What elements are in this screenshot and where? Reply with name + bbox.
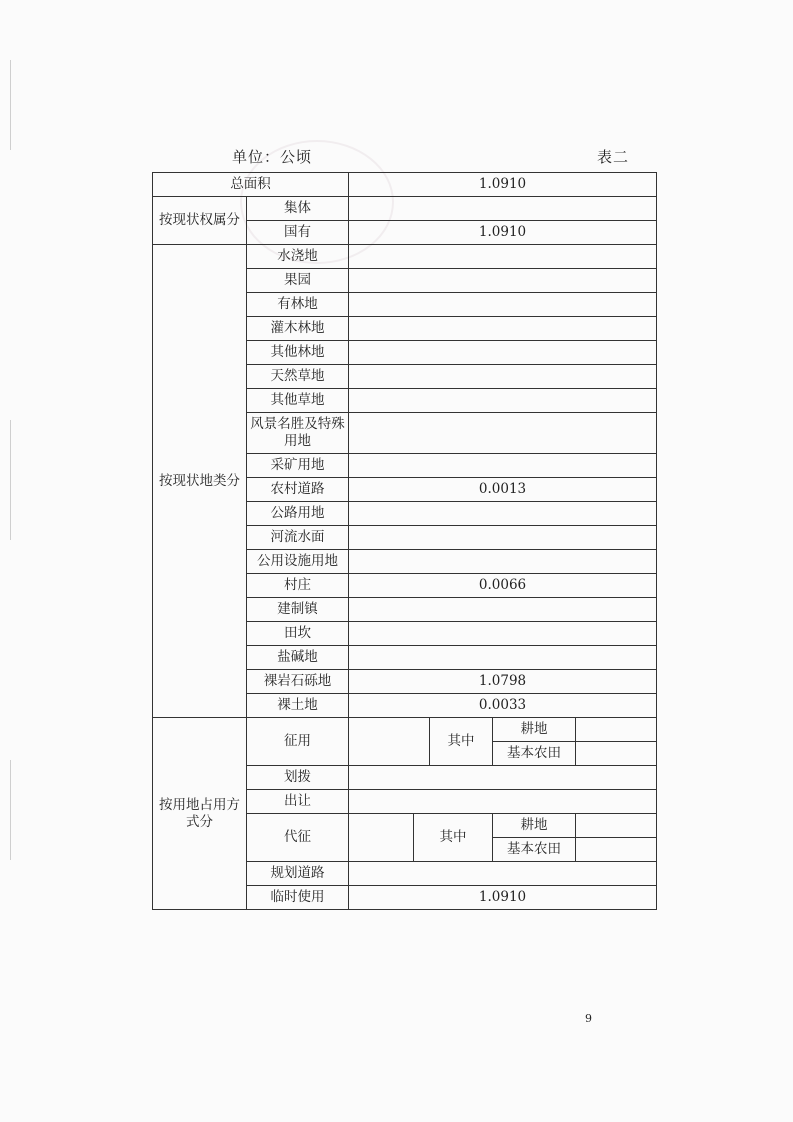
transfer-value [349,790,657,814]
table-row [153,173,657,197]
requisition-label: 征用 [247,718,349,766]
table-body [153,173,657,910]
land-type-item-value [349,622,657,646]
scan-edge-mark [10,60,15,150]
land-type-item-label: 盐碱地 [247,646,349,670]
total-area-label: 总面积 [153,173,349,197]
allocation-label: 划拨 [247,766,349,790]
proxy-requisition-sub-label: 耕地 [493,814,576,838]
ownership-group-label: 按现状权属分 [153,197,247,245]
proxy-requisition-sub-value [576,838,657,862]
land-type-item-value [349,598,657,622]
ownership-item-value: 1.0910 [349,221,657,245]
planned-road-value [349,862,657,886]
land-type-item-value: 0.0066 [349,574,657,598]
occupation-group-label: 按用地占用方式分 [153,718,247,910]
land-type-item-value [349,389,657,413]
ownership-item-label: 集体 [247,197,349,221]
land-type-item-label: 风景名胜及特殊用地 [247,413,349,454]
land-type-item-value [349,293,657,317]
land-type-item-value [349,245,657,269]
land-type-item-label: 裸土地 [247,694,349,718]
ownership-item-label: 国有 [247,221,349,245]
table-row [153,197,657,221]
requisition-value [349,718,430,766]
transfer-label: 出让 [247,790,349,814]
land-type-item-value [349,502,657,526]
requisition-sub-label: 基本农田 [493,742,576,766]
total-area-value: 1.0910 [349,173,657,197]
temporary-use-label: 临时使用 [247,886,349,910]
land-type-item-value [349,269,657,293]
land-type-group-label: 按现状地类分 [153,245,247,718]
land-type-item-label: 其他草地 [247,389,349,413]
requisition-sub-label: 耕地 [493,718,576,742]
land-type-item-label: 村庄 [247,574,349,598]
land-type-item-label: 采矿用地 [247,454,349,478]
land-statistics-table [152,172,657,910]
land-type-item-label: 建制镇 [247,598,349,622]
land-type-item-label: 其他林地 [247,341,349,365]
land-type-item-label: 灌木林地 [247,317,349,341]
land-type-item-label: 公用设施用地 [247,550,349,574]
land-type-item-label: 公路用地 [247,502,349,526]
proxy-requisition-label: 代征 [247,814,349,862]
land-type-item-value [349,365,657,389]
ownership-item-value [349,197,657,221]
proxy-requisition-among-label: 其中 [414,814,493,862]
unit-label: 单位：公顷 [232,148,313,166]
land-type-item-label: 河流水面 [247,526,349,550]
land-type-item-label: 果园 [247,269,349,293]
requisition-sub-value [576,718,657,742]
table-number: 表二 [597,148,630,166]
requisition-sub-value [576,742,657,766]
scan-edge-mark [10,420,15,540]
land-type-item-label: 农村道路 [247,478,349,502]
land-type-item-value: 0.0013 [349,478,657,502]
land-type-item-label: 田坎 [247,622,349,646]
land-type-item-value [349,413,657,454]
land-type-item-value [349,646,657,670]
planned-road-label: 规划道路 [247,862,349,886]
page-number: 9 [585,1012,592,1025]
temporary-use-value: 1.0910 [349,886,657,910]
land-type-item-label: 天然草地 [247,365,349,389]
scan-edge-mark [10,760,15,860]
land-type-item-value [349,317,657,341]
land-type-item-label: 水浇地 [247,245,349,269]
proxy-requisition-sub-value [576,814,657,838]
table-row [153,245,657,269]
land-type-item-value [349,550,657,574]
land-type-item-value: 1.0798 [349,670,657,694]
allocation-value [349,766,657,790]
land-type-item-value [349,526,657,550]
proxy-requisition-value [349,814,414,862]
land-type-item-value [349,341,657,365]
table-row [153,718,657,742]
land-type-item-label: 有林地 [247,293,349,317]
proxy-requisition-sub-label: 基本农田 [493,838,576,862]
land-type-item-label: 裸岩石砾地 [247,670,349,694]
land-type-item-value [349,454,657,478]
land-type-item-value: 0.0033 [349,694,657,718]
requisition-among-label: 其中 [430,718,493,766]
